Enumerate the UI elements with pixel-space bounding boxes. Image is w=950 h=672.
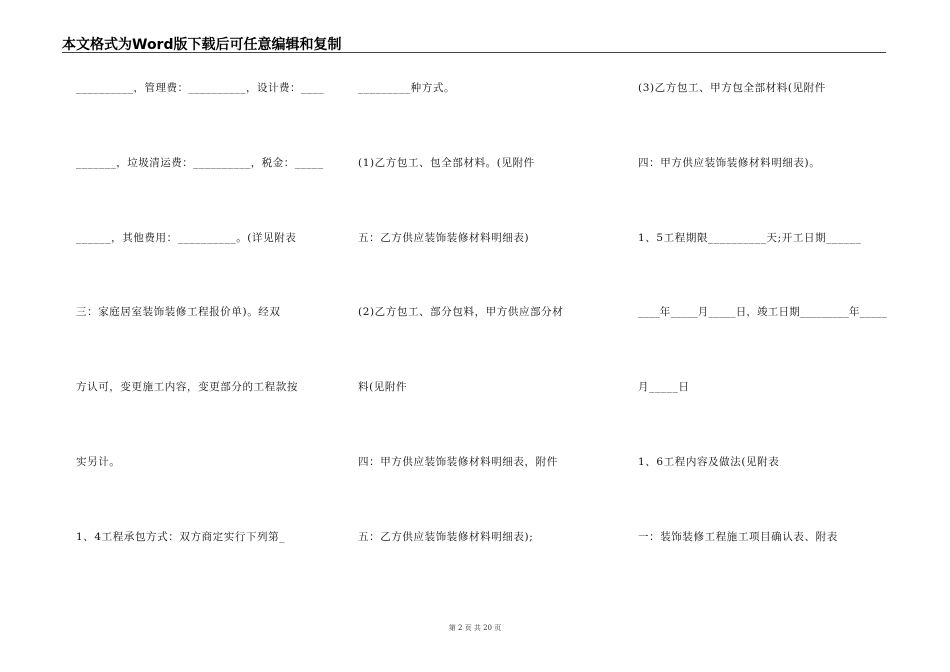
text-line: 一：装饰装修工程施工项目确认表、附表	[638, 531, 838, 543]
text-line: 1、6工程内容及做法(见附表	[638, 456, 780, 468]
text-line: (3)乙方包工、甲方包全部材料(见附件	[638, 82, 826, 94]
text-line: 月_____日	[638, 381, 690, 393]
text-line: _________种方式。	[358, 82, 456, 94]
text-line: 实另计。	[76, 456, 121, 468]
text-line: 五：乙方供应装饰装修材料明细表)	[358, 232, 530, 244]
header-divider	[62, 52, 886, 53]
text-line: 1、4工程承包方式：双方商定实行下列第_	[76, 531, 286, 543]
text-line: 四：甲方供应装饰装修材料明细表)。	[638, 157, 821, 169]
text-line: ______，其他费用：__________。(详见附表	[76, 232, 297, 244]
text-line: 五：乙方供应装饰装修材料明细表);	[358, 531, 534, 543]
text-line: (1)乙方包工、包全部材料。(见附件	[358, 157, 535, 169]
text-line: __________，管理费：__________，设计费：____	[76, 82, 324, 94]
text-column-2	[358, 78, 608, 578]
text-line: 四：甲方供应装饰装修材料明细表，附件	[358, 456, 558, 468]
text-line: _______，垃圾清运费：__________，税金：_____	[76, 157, 324, 169]
document-header-title: 本文格式为Word版下载后可任意编辑和复制	[62, 37, 342, 53]
text-line: (2)乙方包工、部分包料，甲方供应部分材	[358, 306, 564, 318]
text-line: 方认可，变更施工内容，变更部分的工程款按	[76, 381, 298, 393]
text-column-1	[76, 78, 326, 578]
text-line: ____年_____月_____日，竣工日期_________年_____	[638, 306, 887, 318]
text-column-3	[638, 78, 888, 578]
text-line: 料(见附件	[358, 381, 408, 393]
text-line: 1、5工程期限__________天;开工日期______	[638, 232, 862, 244]
page-number-footer: 第 2 页 共 20 页	[448, 624, 502, 632]
text-line: 三：家庭居室装饰装修工程报价单)。经双	[76, 306, 281, 318]
